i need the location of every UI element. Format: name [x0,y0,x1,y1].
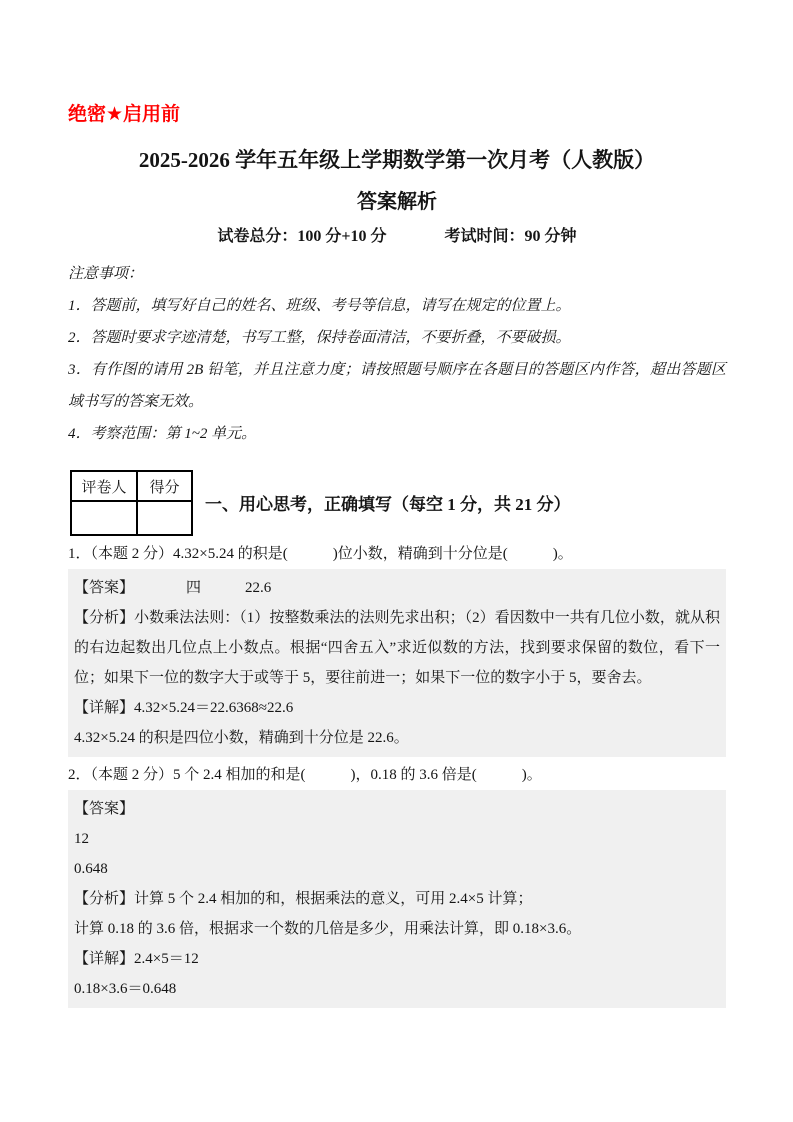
score-table-header-score: 得分 [137,471,192,501]
notice-item-3: 3．有作图的请用 2B 铅笔，并且注意力度；请按照题号顺序在各题目的答题区内作答，超出答题区域书写的答案无效。 [68,362,726,410]
score-table-header-examiner: 评卷人 [71,471,137,501]
question-2-answer-value-1: 12 [74,831,89,847]
score-table-header-row [71,471,192,501]
score-table-section [68,470,726,536]
score-table-blank-row [71,501,192,535]
score-table [70,470,193,536]
question-2-solution-2: 0.18×3.6＝0.648 [74,981,177,997]
notice-item-1: 1．答题前，填写好自己的姓名、班级、考号等信息，请写在规定的位置上。 [68,298,571,314]
notice-heading: 注意事项： [68,266,144,282]
question-2-answer-block [68,790,726,1008]
question-1-analysis: 【分析】小数乘法法则：（1）按整数乘法的法则先求出积；（2）看因数中一共有几位小数，就从积的右边起数出几位点上小数点。根据“四舍五入”求近似数的方法，找到要求保留的数位，看下一位；如果下一位的数字大于或等于 5，要往前进一；如果下一位的数字小于 5，要舍去。 [74,610,720,686]
question-2-answer-value-2: 0.648 [74,861,108,877]
exam-duration-label: 考试时间：90 分钟 [444,228,577,245]
question-1-answer-label: 【答案】 [74,580,135,596]
question-1-answer-block [68,569,726,757]
notice-item-4: 4．考察范围：第 1~2 单元。 [68,426,257,442]
total-score-label: 试卷总分：100 分+10 分 [217,228,387,245]
question-1-conclusion: 4.32×5.24 的积是四位小数，精确到十分位是 22.6。 [74,730,409,746]
notice-item-2: 2．答题时要求字迹清楚，书写工整，保持卷面清洁，不要折叠，不要破损。 [68,330,571,346]
question-2-analysis-2: 计算 0.18 的 3.6 倍，根据求一个数的几倍是多少，用乘法计算，即 0.18×3.6。 [74,921,582,937]
question-2-solution-1: 【详解】2.4×5＝12 [74,951,199,967]
question-1-stem: 1．（本题 2 分）4.32×5.24 的积是( )位小数，精确到十分位是( )。 [68,546,573,562]
question-1-answer-value-1: 四 [186,580,202,596]
notice-section [68,258,726,450]
score-table-score-cell [137,501,192,535]
section-one-title: 一、用心思考，正确填写（每空 1 分，共 21 分） [205,495,571,514]
question-1-answer-line [74,573,720,603]
question-1-answer-value-2: 22.6 [245,580,272,596]
question-2-analysis-1: 【分析】计算 5 个 2.4 相加的和，根据乘法的意义，可用 2.4×5 计算； [74,891,533,907]
exam-title: 2025-2026 学年五年级上学期数学第一次月考（人教版） [138,148,656,172]
question-2-stem: 2．（本题 2 分）5 个 2.4 相加的和是( )，0.18 的 3.6 倍是( )。 [68,767,542,783]
score-table-examiner-cell [71,501,137,535]
exam-subtitle: 答案解析 [357,191,437,213]
exam-info-line [68,227,726,247]
classification-label: 绝密★启用前 [68,104,181,125]
question-1-solution: 【详解】4.32×5.24＝22.6368≈22.6 [74,700,294,716]
question-2-answer-label: 【答案】 [74,801,135,817]
